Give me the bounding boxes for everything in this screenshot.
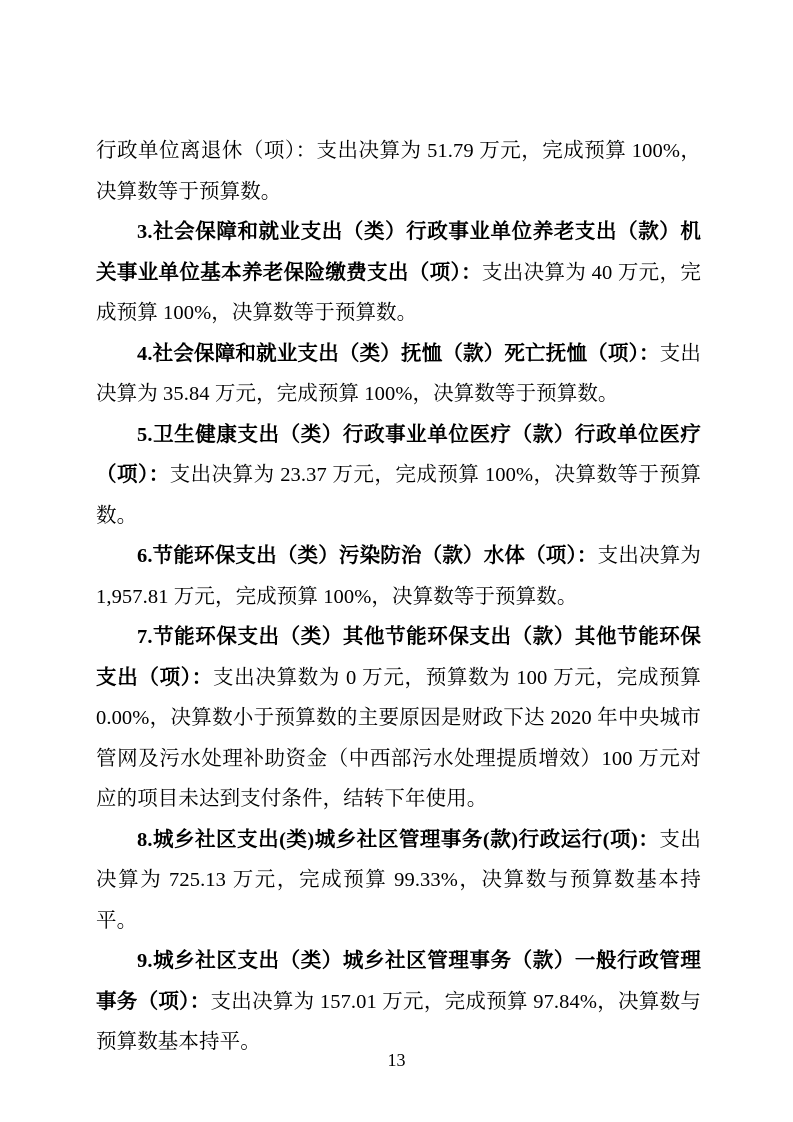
page-number: 13 xyxy=(387,1050,406,1070)
paragraph-lead: 6.节能环保支出（类）污染防治（款）水体（项）： xyxy=(137,545,598,567)
document-body xyxy=(96,131,701,1063)
paragraph-text: 行政单位离退休（项）：支出决算为 51.79 万元，完成预算 100%，决算数等于预算数。 xyxy=(96,140,701,203)
paragraph-item-7 xyxy=(96,617,701,820)
paragraph-text: 支出决算为 23.37 万元，完成预算 100%，决算数等于预算数。 xyxy=(96,464,701,527)
paragraph-item-3 xyxy=(96,212,701,334)
paragraph-item-9 xyxy=(96,941,701,1063)
paragraph-lead: 8.城乡社区支出(类)城乡社区管理事务(款)行政运行(项)： xyxy=(137,828,660,851)
paragraph-text: 支出决算为 157.01 万元，完成预算 97.84%，决算数与预算数基本持平。 xyxy=(96,990,701,1053)
paragraph-lead: 4.社会保障和就业支出（类）抚恤（款）死亡抚恤（项）： xyxy=(137,342,660,365)
paragraph-lead: 7.节能环保支出（类）其他节能环保支出（款）其他节能环保支出（项）： xyxy=(96,626,701,689)
paragraph-lead: 9.城乡社区支出（类）城乡社区管理事务（款）一般行政管理事务（项）： xyxy=(96,950,701,1013)
paragraph-item-5 xyxy=(96,415,701,537)
paragraph-text: 支出决算为 40 万元，完成预算 100%，决算数等于预算数。 xyxy=(96,261,701,324)
paragraph-item-4 xyxy=(96,334,701,415)
paragraph-text: 支出决算为 1,957.81 万元，完成预算 100%，决算数等于预算数。 xyxy=(96,545,702,608)
paragraph-item-6 xyxy=(96,536,701,617)
paragraph-text: 支出决算为 725.13 万元，完成预算 99.33%，决算数与预算数基本持平。 xyxy=(96,828,701,932)
paragraph-lead: 3.社会保障和就业支出（类）行政事业单位养老支出（款）机关事业单位基本养老保险缴费支出（项）： xyxy=(96,221,701,284)
paragraph-text: 支出决算为 35.84 万元，完成预算 100%，决算数等于预算数。 xyxy=(96,342,701,405)
paragraph-continued xyxy=(96,131,701,212)
paragraph-text: 支出决算数为 0 万元，预算数为 100 万元，完成预算 0.00%，决算数小于预算数的主要原因是财政下达 2020 年中央城市管网及污水处理补助资金（中西部污水处理提质增效）100 万元对应的项目未达到支付条件，结转下年使用。 xyxy=(96,666,701,810)
paragraph-lead: 5.卫生健康支出（类）行政事业单位医疗（款）行政单位医疗（项）： xyxy=(96,423,701,486)
paragraph-item-8 xyxy=(96,820,701,942)
